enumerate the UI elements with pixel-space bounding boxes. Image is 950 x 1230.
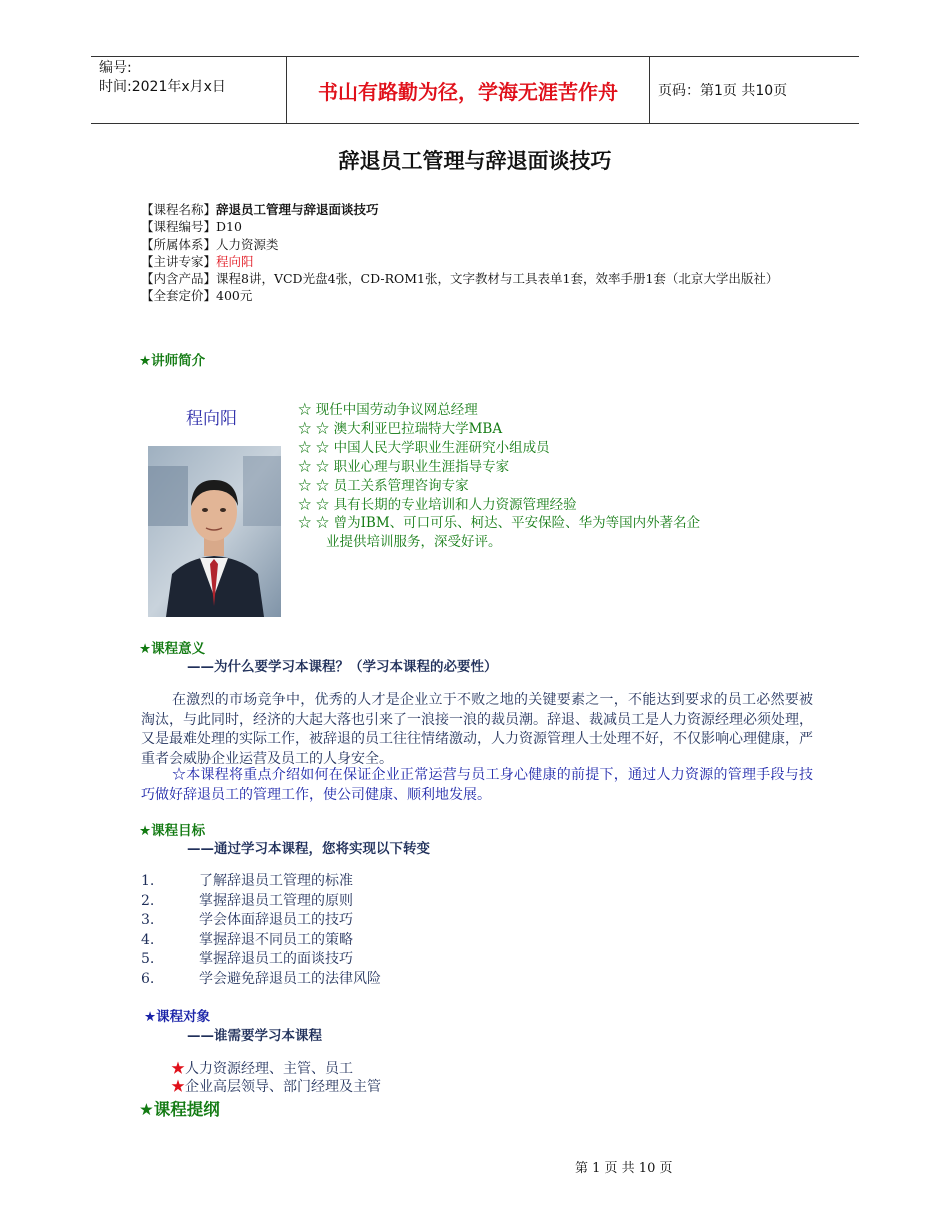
list-item: ★人力资源经理、主管、员工: [171, 1061, 353, 1077]
audience-list: [171, 1060, 381, 1096]
significance-paragraph: 在激烈的市场竞争中，优秀的人才是企业立于不败之地的关键要素之一，不能达到要求的员工必然要被淘汰，与此同时，经济的大起大落也引来了一浪接一浪的裁员潮。辞退、裁减员工是人力资源经理必须处理，又是最难处理的实际工作，被辞退的员工往往情绪激动，人力资源管理人士处理不好，不仅影响心理健康，严重者会威胁企业运营及员工的人身安全。: [141, 692, 813, 767]
bio-line: ☆ 现任中国劳动争议网总经理: [298, 402, 478, 418]
course-name: 辞退员工管理与辞退面谈技巧: [216, 202, 379, 217]
list-item: 1. 了解辞退员工管理的标准: [141, 873, 353, 889]
star-icon: ★: [171, 1079, 185, 1095]
course-products-row: 【内含产品】课程8讲，VCD光盘4张，CD-ROM1张，文字教材与工具表单1套，效率手册1套（北京大学出版社）: [141, 271, 779, 287]
bio-line: ☆ ☆ 员工关系管理咨询专家: [298, 477, 469, 494]
star-icon: ★: [171, 1061, 185, 1077]
list-item: 3. 学会体面辞退员工的技巧: [141, 912, 353, 928]
number-label: 编号:: [99, 60, 132, 76]
course-price-row: 【全套定价】400元: [141, 288, 253, 304]
course-info: [141, 201, 816, 305]
significance-focus-paragraph: ☆本课程将重点介绍如何在保证企业正常运营与员工身心健康的前提下，通过人力资源的管理手段与技巧做好辞退员工的管理工作，使公司健康、顺利地发展。: [141, 767, 813, 803]
outline-heading: ★课程提纲: [139, 1100, 220, 1119]
course-products: 课程8讲，VCD光盘4张，CD-ROM1张，文字教材与工具表单1套，效率手册1套（北京大学出版社）: [216, 271, 779, 287]
lecturer-photo: [148, 446, 281, 617]
course-code: D10: [216, 219, 242, 235]
significance-subheading: ——为什么要学习本课程？（学习本课程的必要性）: [187, 659, 498, 675]
goals-subheading: ——通过学习本课程，您将实现以下转变: [187, 841, 430, 857]
header-meta: [99, 59, 285, 97]
lecturer-bio: [298, 401, 788, 552]
header-divider: [649, 57, 650, 123]
page-footer: 第 1 页 共 10 页: [575, 1161, 673, 1176]
bio-line: ☆ ☆ 澳大利亚巴拉瑞特大学MBA: [298, 420, 503, 437]
lecturer-heading: ★讲师简介: [139, 353, 206, 369]
header-motto: 书山有路勤为径，学海无涯苦作舟: [318, 79, 618, 104]
list-item: ★企业高层领导、部门经理及主管: [171, 1079, 381, 1095]
bio-line: ☆ ☆ 职业心理与职业生涯指导专家: [298, 458, 510, 475]
goals-list: [141, 872, 381, 989]
significance-heading: ★课程意义: [139, 641, 206, 657]
bio-line: 业提供培训服务，深受好评。: [326, 534, 502, 551]
lecturer-name: 程向阳: [186, 409, 237, 429]
course-expert: 程向阳: [216, 253, 254, 269]
list-item: 4. 掌握辞退不同员工的策略: [141, 931, 353, 948]
course-expert-row: 【主讲专家】程向阳: [141, 253, 254, 269]
goals-heading: ★课程目标: [139, 823, 206, 839]
page-title: 辞退员工管理与辞退面谈技巧: [338, 149, 612, 173]
audience-heading: ★课程对象: [144, 1009, 211, 1025]
lecturer-photo-image: [148, 446, 281, 617]
bio-line: ☆ ☆ 具有长期的专业培训和人力资源管理经验: [298, 496, 577, 513]
course-system-row: 【所属体系】人力资源类: [141, 236, 279, 252]
list-item: 5. 掌握辞退员工的面谈技巧: [141, 951, 353, 967]
audience-subheading: ——谁需要学习本课程: [187, 1028, 322, 1044]
time-label: 时间:2021年x月x日: [99, 79, 226, 95]
list-item: 2. 掌握辞退员工管理的原则: [141, 892, 353, 909]
bio-line: ☆ ☆ 中国人民大学职业生涯研究小组成员: [298, 439, 550, 456]
document-header: [91, 56, 859, 124]
course-system: 人力资源类: [216, 236, 279, 252]
course-code-row: 【课程编号】D10: [141, 219, 242, 235]
bio-line: ☆ ☆ 曾为IBM、可口可乐、柯达、平安保险、华为等国内外著名企: [298, 515, 701, 532]
list-item: 6. 学会避免辞退员工的法律风险: [141, 970, 381, 987]
course-name-row: 【课程名称】辞退员工管理与辞退面谈技巧: [141, 202, 379, 217]
course-price: 400元: [216, 288, 253, 304]
header-page-info: 页码：第1页 共10页: [658, 83, 788, 99]
